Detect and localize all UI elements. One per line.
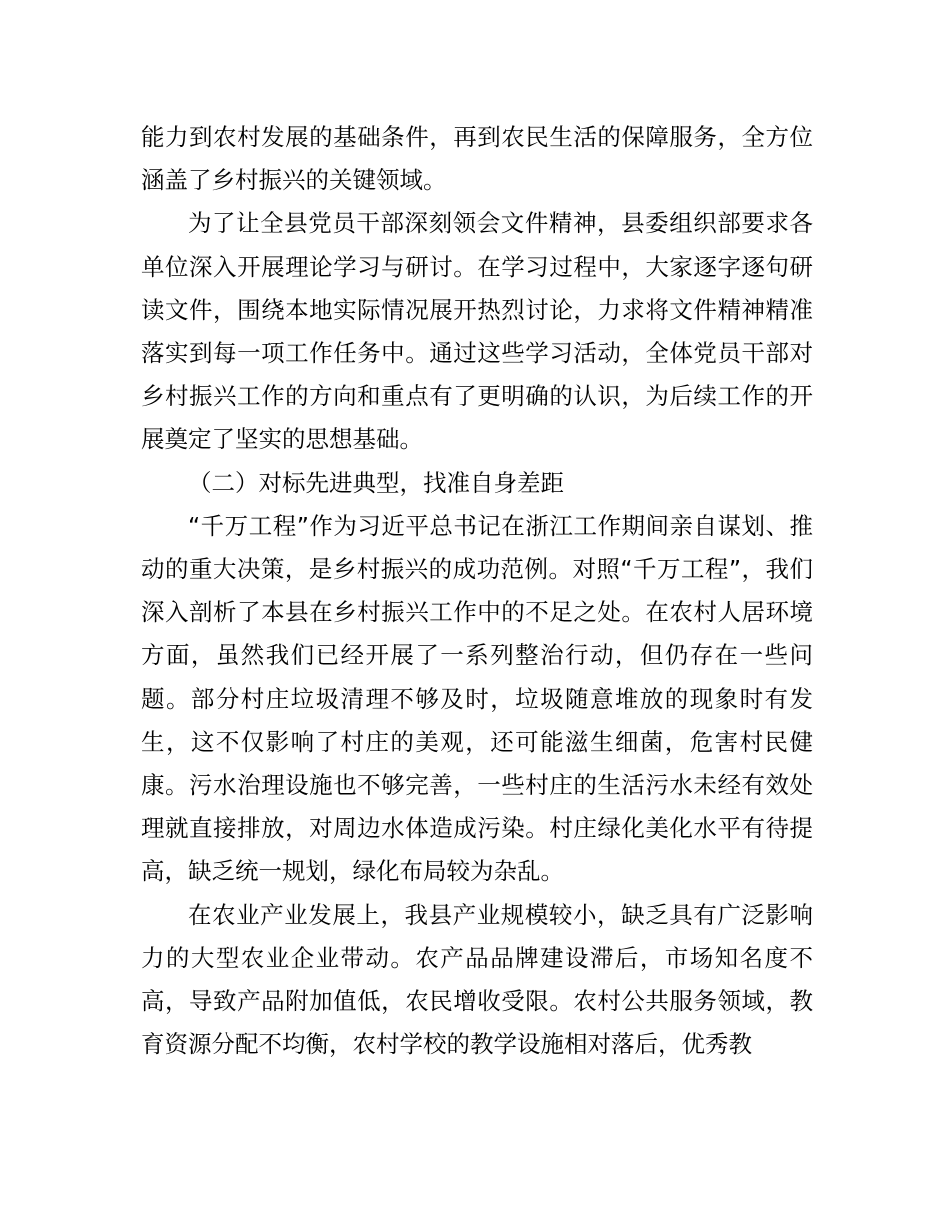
- paragraph-benchmark: “千万工程”作为习近平总书记在浙江工作期间亲自谋划、推动的重大决策，是乡村振兴的成功范例。对照“千万工程”，我们深入剖析了本县在乡村振兴工作中的不足之处。在农村人居环境方面，虽然我们已经开展了一系列整治行动，但仍存在一些问题。部分村庄垃圾清理不够及时，垃圾随意堆放的现象时有发生，这不仅影响了村庄的美观，还可能滋生细菌，危害村民健康。污水治理设施也不够完善，一些村庄的生活污水未经有效处理就直接排放，对周边水体造成污染。村庄绿化美化水平有待提高，缺乏统一规划，绿化布局较为杂乱。: [141, 511, 813, 886]
- document-body: [141, 116, 813, 1066]
- paragraph-continuation: 能力到农村发展的基础条件，再到农民生活的保障服务，全方位涵盖了乡村振兴的关键领域。: [141, 123, 813, 195]
- section-heading: （二）对标先进典型，找准自身差距: [188, 468, 564, 497]
- paragraph-agriculture: 在农业产业发展上，我县产业规模较小，缺乏具有广泛影响力的大型农业企业带动。农产品品牌建设滞后，市场知名度不高，导致产品附加值低，农民增收受限。农村公共服务领域，教育资源分配不均衡，农村学校的教学设施相对落后，优秀教: [141, 900, 813, 1059]
- paragraph-study: 为了让全县党员干部深刻领会文件精神，县委组织部要求各单位深入开展理论学习与研讨。在学习过程中，大家逐字逐句研读文件，围绕本地实际情况展开热烈讨论，力求将文件精神精准落实到每一项工作任务中。通过这些学习活动，全体党员干部对乡村振兴工作的方向和重点有了更明确的认识，为后续工作的开展奠定了坚实的思想基础。: [141, 209, 813, 454]
